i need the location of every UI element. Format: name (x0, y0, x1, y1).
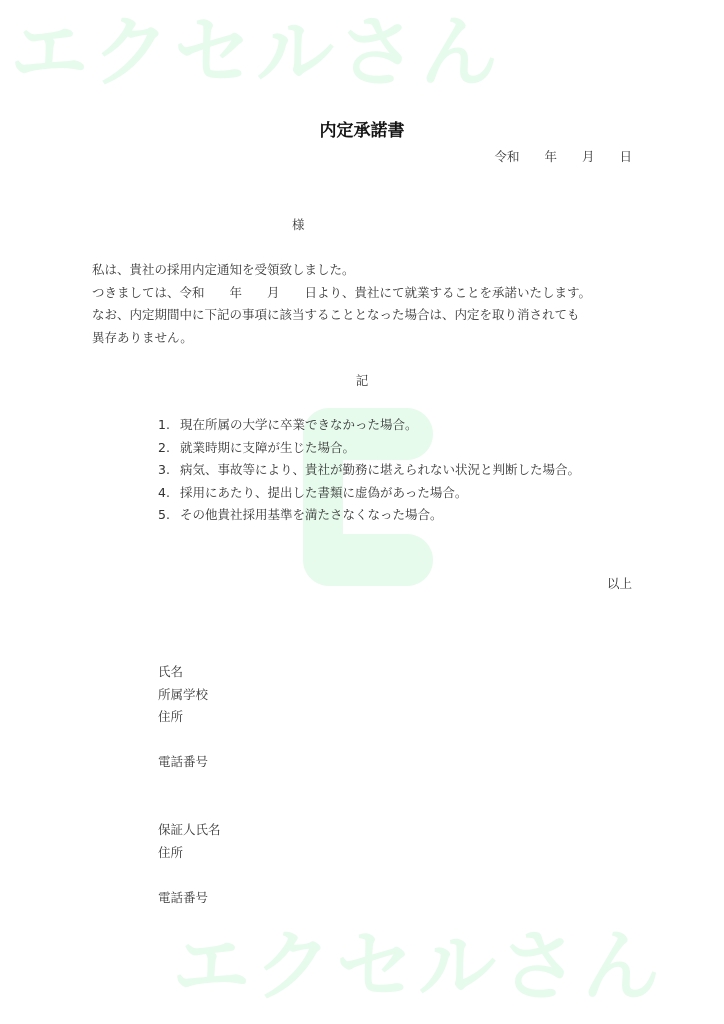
applicant-address-label: 住所 (158, 709, 184, 724)
spacer (158, 864, 221, 887)
date-line: 令和 年 月 日 (494, 149, 632, 164)
body-line: つきましては、令和 年 月 日より、貴社にて就業することを承諾いたします。 (92, 284, 592, 300)
list-item: 4. 採用にあたり、提出した書類に虚偽があった場合。 (158, 484, 468, 500)
watermark-top: エクセルさん (10, 8, 503, 98)
list-item: 1. 現在所属の大学に卒業できなかった場合。 (158, 417, 418, 432)
list-item: 3. 病気、事故等により、貴社が勤務に堪えられない状況と判断した場合。 (158, 462, 581, 477)
guarantor-section (158, 819, 221, 909)
applicant-phone-label: 電話番号 (158, 754, 209, 769)
applicant-school-label: 所属学校 (158, 686, 209, 702)
body-line: 異存ありません。 (92, 329, 193, 345)
body-paragraph (92, 259, 591, 349)
guarantor-name-label: 保証人氏名 (158, 822, 221, 837)
ki-heading: 記 (355, 373, 369, 388)
applicant-section (158, 661, 208, 774)
body-line: 私は、貴社の採用内定通知を受領致しました。 (92, 262, 355, 277)
watermark-bottom: エクセルさん (172, 922, 665, 1012)
list-item: 2. 就業時期に支障が生じた場合。 (158, 439, 356, 455)
applicant-name-label: 氏名 (158, 664, 184, 679)
spacer (158, 729, 208, 752)
guarantor-phone-label: 電話番号 (158, 889, 209, 905)
list-item: 5. その他貴社採用基準を満たさなくなった場合。 (158, 507, 443, 522)
guarantor-address-label: 住所 (158, 844, 184, 860)
conditions-list (158, 414, 580, 527)
document-title: 内定承諾書 (319, 121, 405, 141)
body-line: なお、内定期間中に下記の事項に該当することとなった場合は、内定を取り消されても (92, 307, 580, 322)
closing-ijo: 以上 (606, 576, 632, 591)
addressee-sama: 様 (292, 217, 305, 232)
